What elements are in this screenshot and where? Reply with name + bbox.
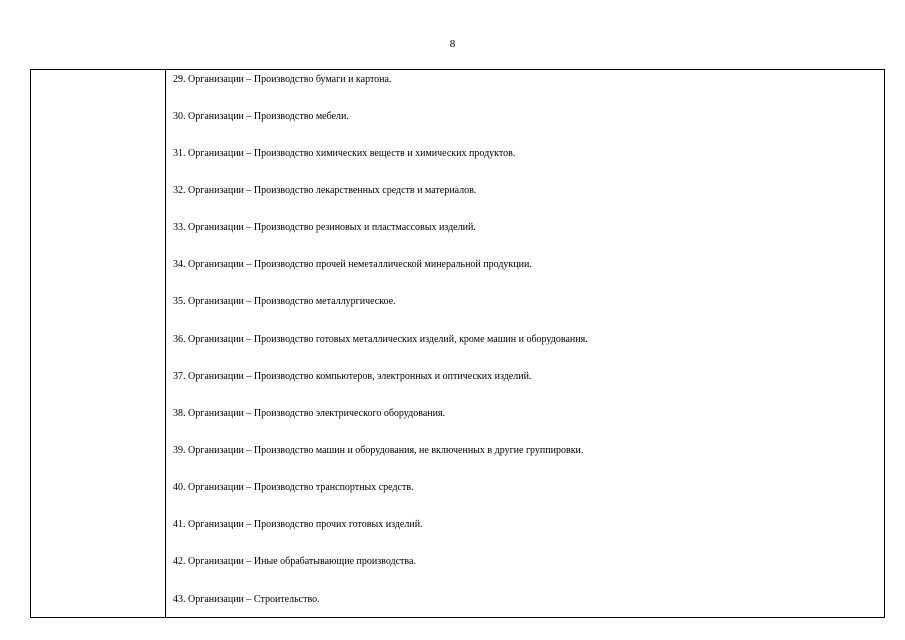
- list-item: 30. Организации – Производство мебели.: [173, 111, 349, 122]
- list-item: 33. Организации – Производство резиновых и пластмассовых изделий.: [173, 222, 476, 233]
- page-number: 8: [449, 38, 456, 50]
- document-table: [30, 69, 885, 618]
- list-item: 29. Организации – Производство бумаги и картона.: [173, 74, 392, 85]
- list-item: 31. Организации – Производство химических веществ и химических продуктов.: [173, 148, 516, 159]
- list-item: 36. Организации – Производство готовых металлических изделий, кроме машин и оборудования.: [173, 334, 588, 345]
- list-item: 39. Организации – Производство машин и оборудования, не включенных в другие группировки.: [173, 445, 584, 456]
- list-item: 34. Организации – Производство прочей неметаллической минеральной продукции.: [173, 259, 532, 270]
- table-right-cell: [166, 70, 884, 617]
- list-item: 38. Организации – Производство электрического оборудования.: [173, 408, 446, 419]
- list-item: 40. Организации – Производство транспортных средств.: [173, 482, 414, 493]
- list-item: 35. Организации – Производство металлургическое.: [173, 296, 396, 307]
- list-item: 42. Организации – Иные обрабатывающие производства.: [173, 556, 416, 567]
- list-item: 32. Организации – Производство лекарственных средств и материалов.: [173, 185, 477, 196]
- list-item: 43. Организации – Строительство.: [173, 594, 320, 605]
- list-item: 41. Организации – Производство прочих готовых изделий.: [173, 519, 423, 530]
- table-left-cell: [31, 70, 166, 617]
- list-item: 37. Организации – Производство компьютеров, электронных и оптических изделий.: [173, 371, 532, 382]
